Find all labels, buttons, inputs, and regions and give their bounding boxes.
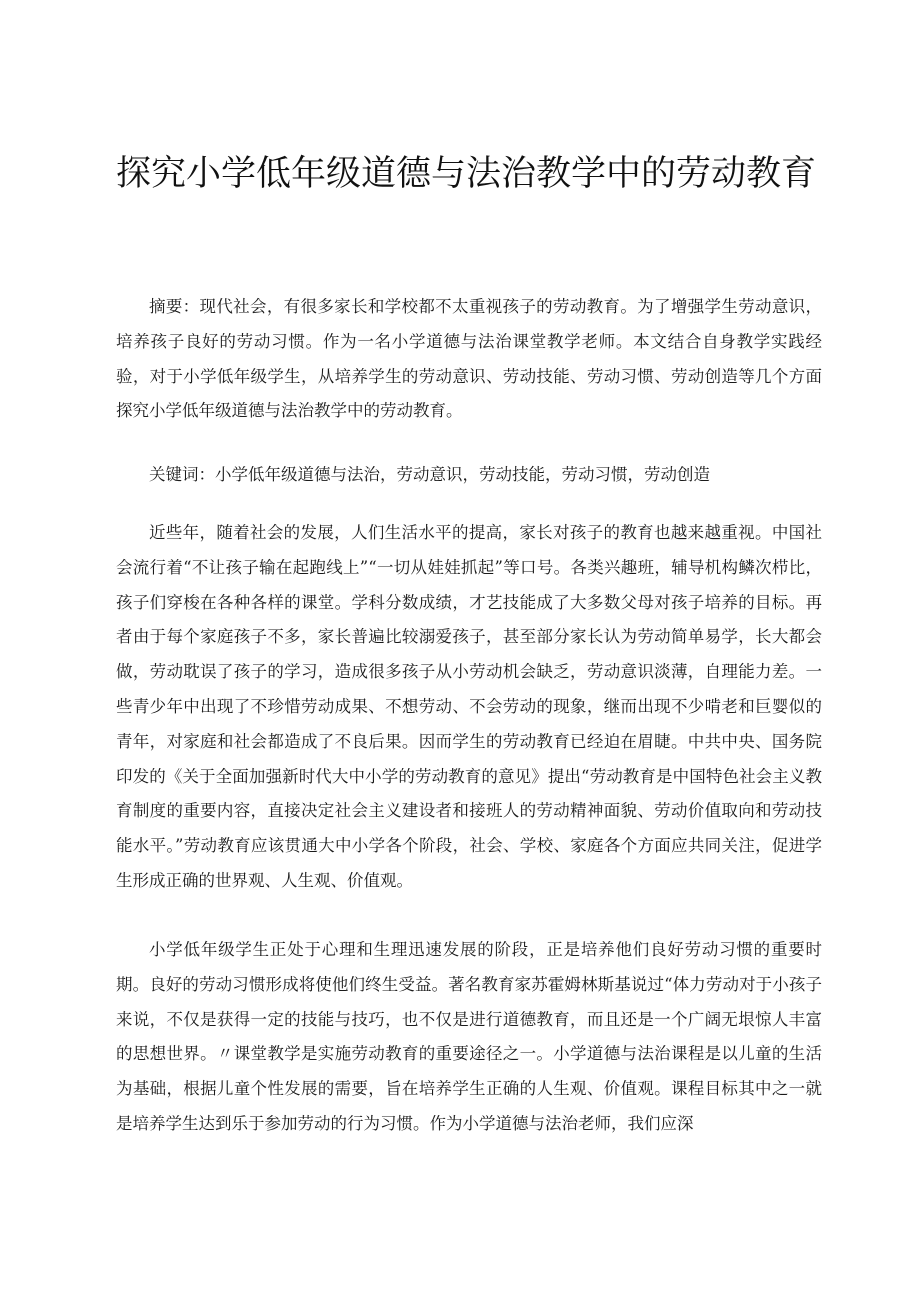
document-title: 探究小学低年级道德与法治教学中的劳动教育 (116, 154, 817, 194)
body-paragraph: 近些年，随着社会的发展，人们生活水平的提高，家长对孩子的教育也越来越重视。中国社会流行着“不让孩子输在起跑线上”“一切从娃娃抓起”等口号。各类兴趣班，辅导机构鳞次栉比，孩子们穿梭在各种各样的课堂。学科分数成绩，才艺技能成了大多数父母对孩子培养的目标。再者由于每个家庭孩子不多，家长普遍比较溺爱孩子，甚至部分家长认为劳动简单易学，长大都会做，劳动耽误了孩子的学习，造成很多孩子从小劳动机会缺乏，劳动意识淡薄，自理能力差。一些青少年中出现了不珍惜劳动成果、不想劳动、不会劳动的现象，继而出现不少啃老和巨婴似的青年，对家庭和社会都造成了不良后果。因而学生的劳动教育已经迫在眉睫。中共中央、国务院印发的《关于全面加强新时代大中小学的劳动教育的意见》提出“劳动教育是中国特色社会主义教育制度的重要内容，直接决定社会主义建设者和接班人的劳动精神面貌、劳动价值取向和劳动技能水平。”劳动教育应该贯通大中小学各个阶段，社会、学校、家庭各个方面应共同关注，促进学生形成正确的世界观、人生观、价值观。 (116, 523, 822, 890)
body-paragraph: 小学低年级学生正处于心理和生理迅速发展的阶段，正是培养他们良好劳动习惯的重要时期。良好的劳动习惯形成将使他们终生受益。著名教育家苏霍姆林斯基说过“体力劳动对于小孩子来说，不仅是获得一定的技能与技巧，也不仅是进行道德教育，而且还是一个广阔无垠惊人丰富的思想世界。〃课堂教学是实施劳动教育的重要途径之一。小学道德与法治课程是以儿童的生活为基础，根据儿童个性发展的需要，旨在培养学生正确的人生观、价值观。课程目标其中之一就是培养学生达到乐于参加劳动的行为习惯。作为小学道德与法治老师，我们应深 (116, 940, 822, 1133)
keywords-paragraph: 关键词：小学低年级道德与法治，劳动意识，劳动技能，劳动习惯，劳动创造 (149, 465, 710, 484)
abstract-paragraph: 摘要：现代社会，有很多家长和学校都不太重视孩子的劳动教育。为了增强学生劳动意识，培养孩子良好的劳动习惯。作为一名小学道德与法治课堂教学老师。本文结合自身教学实践经验，对于小学低年级学生，从培养学生的劳动意识、劳动技能、劳动习惯、劳动创造等几个方面探究小学低年级道德与法治教学中的劳动教育。 (116, 297, 822, 421)
